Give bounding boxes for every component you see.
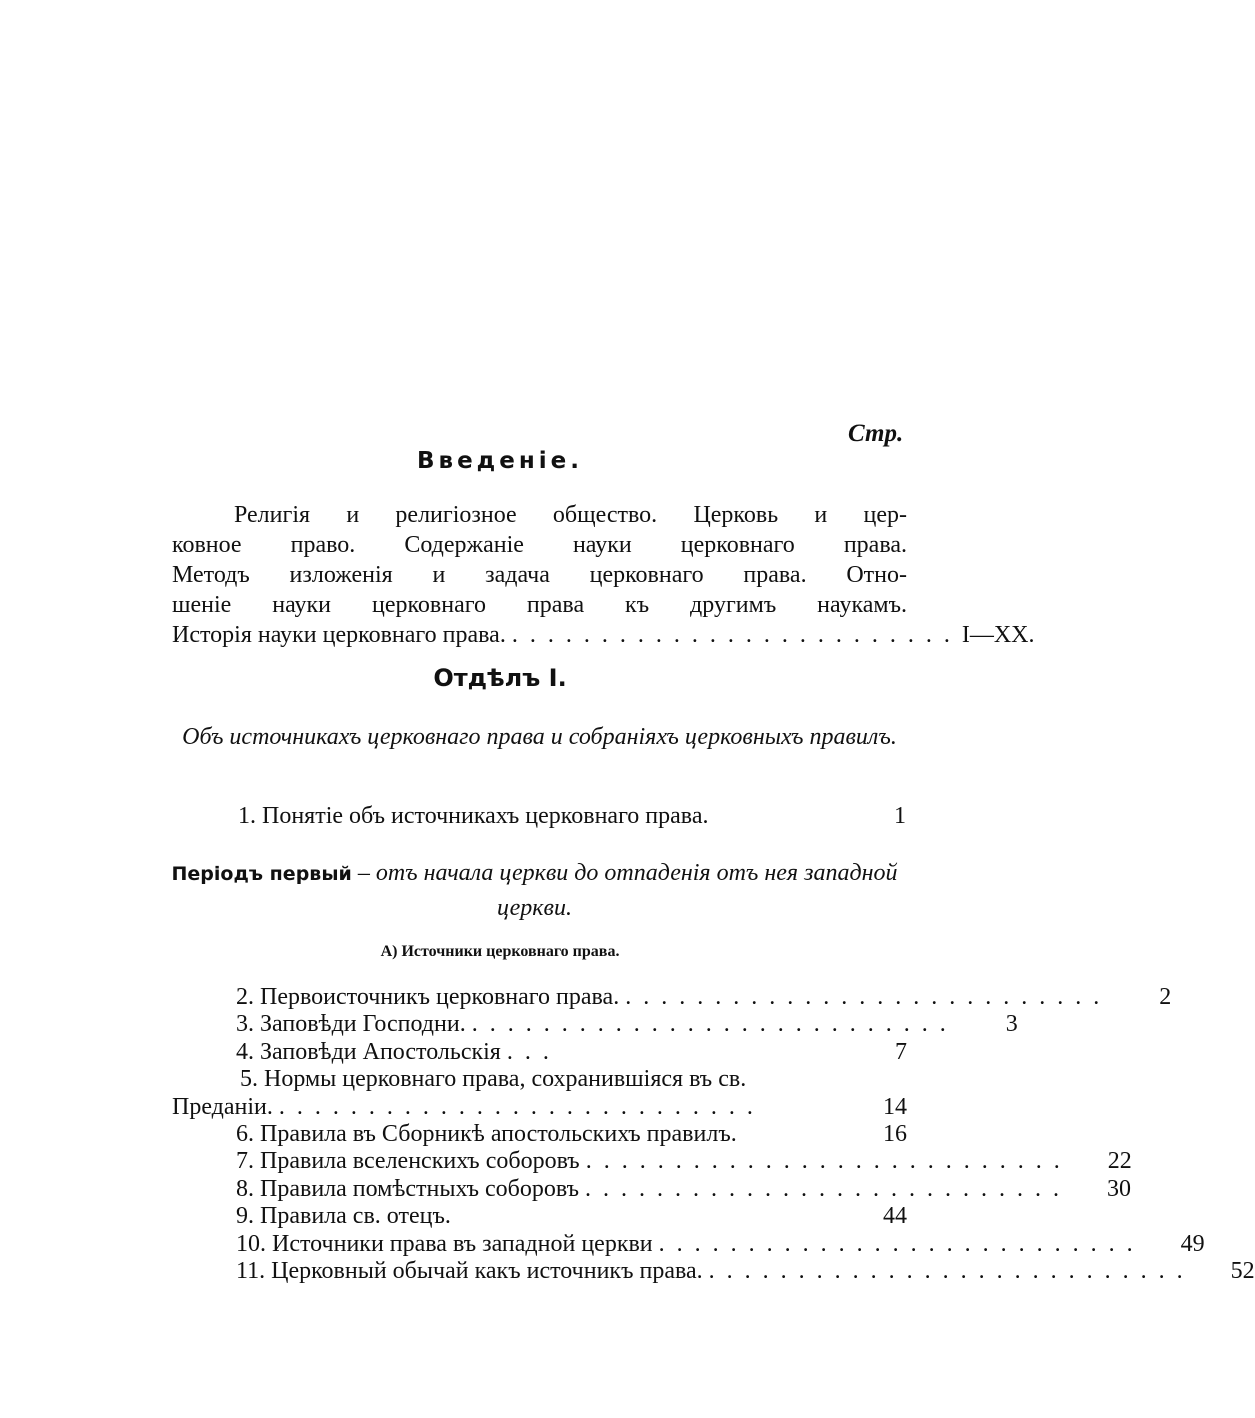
toc-entry — [172, 1011, 1018, 1038]
toc-entry — [172, 1094, 907, 1121]
toc-entry-text: 7. Правила вселенскихъ соборовъ — [236, 1148, 580, 1175]
period-label: Періодъ первый — [171, 863, 352, 885]
toc-entry — [172, 1121, 907, 1148]
introduction-line: Религія и религіозное общество. Церковь и цер- — [234, 502, 907, 528]
toc-entry-text: 1. Понятіе объ источникахъ церковнаго права. — [238, 803, 709, 829]
page-column-label: Стр. — [848, 420, 904, 447]
dot-leader: ........................... — [585, 1148, 1072, 1175]
introduction-line: шеніе науки церковнаго права къ другимъ наукамъ. — [172, 592, 907, 618]
toc-entry-text: Преданіи. — [172, 1093, 273, 1120]
toc-entry — [172, 1175, 1132, 1203]
dot-leader: ........................... — [278, 1093, 765, 1120]
toc-entry-page: 22 — [1107, 1148, 1132, 1175]
toc-entry-page: 16 — [883, 1120, 907, 1147]
toc-entry-page: 3 — [1005, 1011, 1018, 1038]
toc-entry-text: 6. Правила въ Сборникѣ апостольскихъ правилъ. — [236, 1120, 737, 1147]
section-heading: Отдѣлъ I. — [433, 664, 567, 692]
toc-entry-page: 44 — [883, 1203, 907, 1230]
toc-entry-text: 9. Правила св. отецъ. — [236, 1203, 451, 1230]
toc-entry — [172, 984, 1172, 1011]
period-description: – отъ начала церкви до отпаденія отъ нея западной церкви. — [351, 860, 898, 921]
toc-entry-page: 2 — [1159, 984, 1172, 1010]
dot-leader: ........................... — [471, 1011, 958, 1038]
toc-entry — [172, 1230, 1205, 1258]
toc-entry-text: 4. Заповѣди Апостольскія — [236, 1038, 501, 1065]
toc-entry-page: 30 — [1107, 1175, 1132, 1202]
dot-leader: ........................... — [658, 1230, 1145, 1257]
subsection-heading: А) Источники церковнаго права. — [380, 943, 620, 960]
toc-entry — [172, 1039, 907, 1066]
toc-entry-page: 7 — [895, 1038, 907, 1065]
introduction-line: Методъ изложенія и задача церковнаго права. Отно- — [172, 562, 907, 588]
toc-entry — [172, 1066, 907, 1093]
toc-entry-text: 5. Нормы церковнаго права, сохранившіяся въ св. — [240, 1066, 747, 1093]
dot-leader: ......................... — [511, 622, 962, 648]
introduction-heading: Введеніе. — [417, 448, 583, 474]
introduction-paragraph — [172, 500, 1035, 650]
dot-leader: ........................... — [625, 984, 1112, 1010]
dot-leader: ........................... — [708, 1257, 1195, 1284]
toc-entry — [172, 1257, 1255, 1285]
dot-leader: ... — [506, 1038, 561, 1065]
section-subtitle: Объ источникахъ церковнаго права и собраніяхъ церковныхъ правилъ. — [182, 724, 897, 750]
toc-entry — [172, 1148, 1132, 1175]
toc-entry-page: 49 — [1180, 1230, 1205, 1257]
toc-entry — [172, 1203, 907, 1230]
dot-leader: ........................... — [585, 1175, 1072, 1202]
toc-list — [172, 984, 1255, 1285]
toc-entry — [238, 803, 906, 830]
toc-entry-text: 2. Первоисточникъ церковнаго права. — [236, 984, 620, 1010]
toc-entry-page: 52 — [1230, 1257, 1255, 1284]
introduction-pages: I—XX. — [961, 622, 1035, 648]
toc-entry-text: 10. Источники права въ западной церкви — [236, 1230, 653, 1257]
toc-entry-text: 11. Церковный обычай какъ источникъ права. — [236, 1257, 703, 1284]
toc-entry-page: 1 — [894, 803, 906, 829]
toc-entry-text: 3. Заповѣди Господни. — [236, 1011, 466, 1038]
toc-entry-text: 8. Правила помѣстныхъ соборовъ — [236, 1175, 580, 1202]
period-heading — [162, 856, 907, 925]
introduction-line: ковное право. Содержаніе науки церковнаго права. — [172, 532, 907, 558]
introduction-last-line-text: Исторія науки церковнаго права. — [172, 622, 506, 648]
toc-entry-page: 14 — [883, 1093, 907, 1120]
introduction-last-line — [172, 620, 1035, 650]
